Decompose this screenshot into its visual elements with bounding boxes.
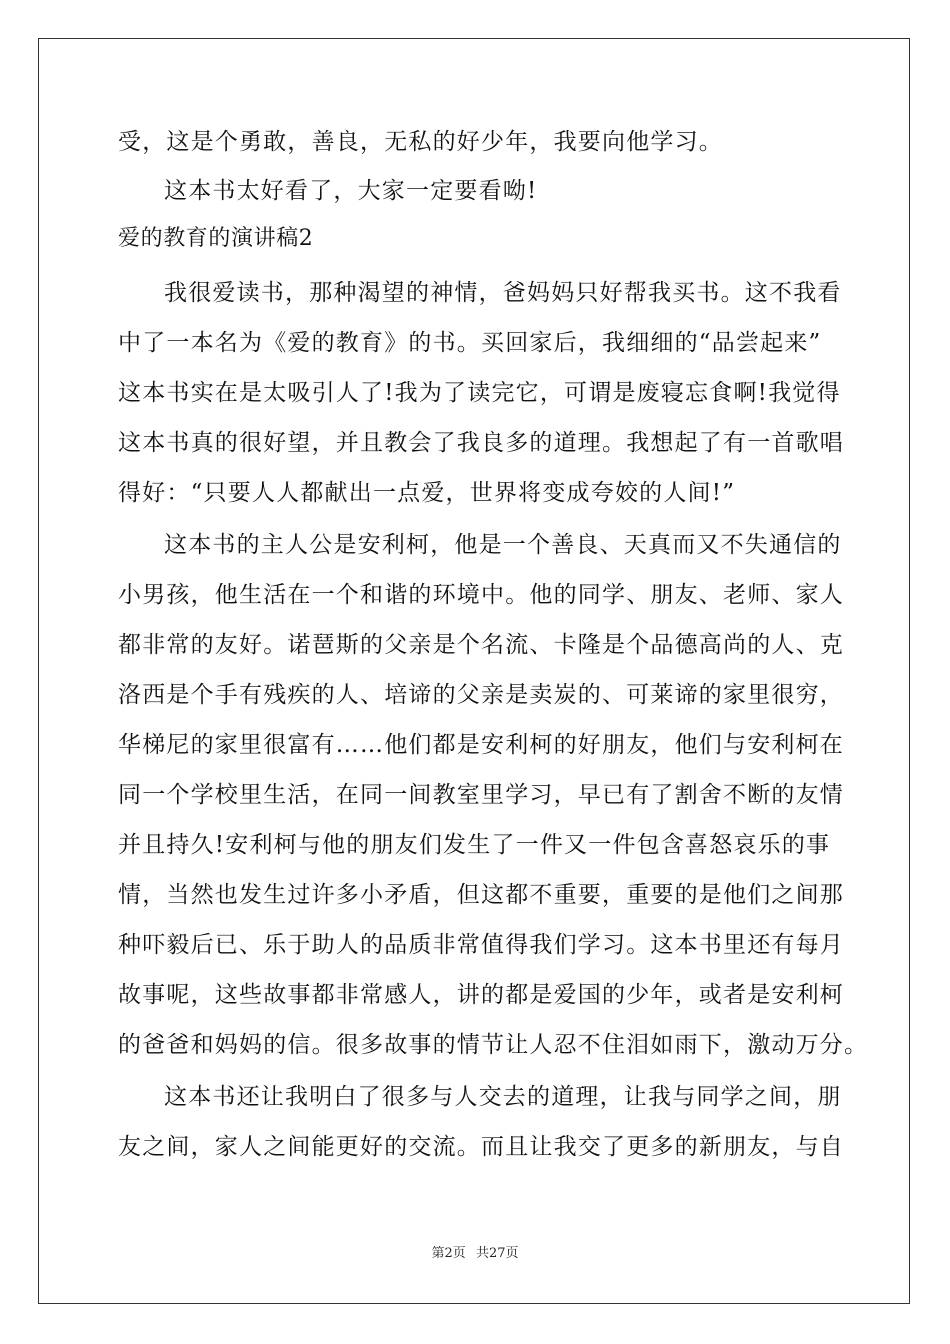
body-line: 这本书实在是太吸引人了!我为了读完它，可谓是废寝忘食啊!我觉得: [118, 380, 841, 406]
body-line: 洛西是个手有残疾的人、培谛的父亲是卖炭的、可莱谛的家里很穷，: [118, 682, 844, 708]
page-total: 共27页: [475, 1246, 519, 1261]
body-line: 故事呢，这些故事都非常感人，讲的都是爱国的少年，或者是安利柯: [118, 982, 844, 1008]
body-line: 友之间，家人之间能更好的交流。而且让我交了更多的新朋友，与自: [118, 1134, 844, 1160]
body-line: 这本书太好看了，大家一定要看呦!: [164, 178, 538, 204]
body-line: 都非常的友好。诺琶斯的父亲是个名流、卡隆是个品德高尚的人、克: [118, 632, 844, 658]
body-line: 同一个学校里生活，在同一间教室里学习，早已有了割舍不断的友情: [118, 782, 844, 808]
body-line: 华梯尼的家里很富有……他们都是安利柯的好朋友，他们与安利柯在: [118, 732, 844, 758]
page-number: 第2页: [431, 1246, 466, 1261]
body-line: 情，当然也发生过许多小矛盾，但这都不重要，重要的是他们之间那: [118, 882, 844, 908]
body-line: 这本书的主人公是安利柯，他是一个善良、天真而又不失通信的: [164, 532, 842, 558]
body-line: 受，这是个勇敢，善良，无私的好少年，我要向他学习。: [118, 129, 723, 155]
body-line: 种吓毅后已、乐于助人的品质非常值得我们学习。这本书里还有每月: [118, 932, 844, 958]
body-line: 得好：“只要人人都献出一点爱，世界将变成夸姣的人间!”: [118, 480, 736, 506]
body-line: 这本书真的很好望，并且教会了我良多的道理。我想起了有一首歌唱: [118, 430, 844, 456]
body-line: 小男孩，他生活在一个和谐的环境中。他的同学、朋友、老师、家人: [118, 582, 844, 608]
body-line: 的爸爸和妈妈的信。很多故事的情节让人忍不住泪如雨下，激动万分。: [118, 1032, 869, 1058]
body-line: 我很爱读书，那种渴望的神情，爸妈妈只好帮我买书。这不我看: [164, 280, 842, 306]
body-line: 并且持久!安利柯与他的朋友们发生了一件又一件包含喜怒哀乐的事: [118, 832, 831, 858]
page-footer: [0, 1246, 950, 1262]
section-heading: 爱的教育的演讲稿2: [118, 226, 314, 251]
body-line: 中了一本名为《爱的教育》的书。买回家后，我细细的“品尝起来”: [118, 330, 822, 356]
body-line: 这本书还让我明白了很多与人交去的道理，让我与同学之间，朋: [164, 1084, 842, 1110]
